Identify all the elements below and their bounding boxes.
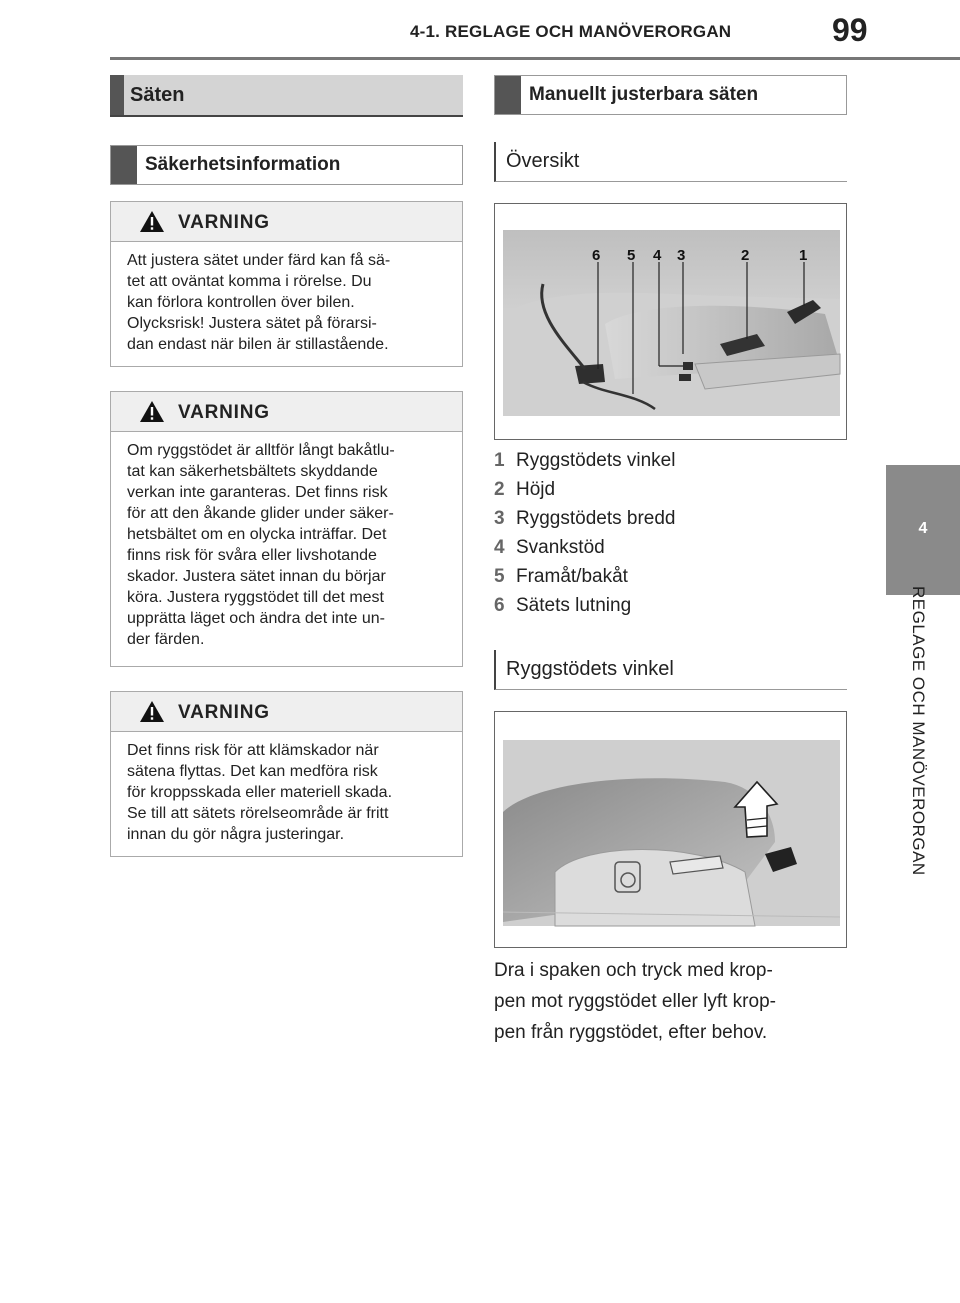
warning-text: Om ryggstödet är alltför långt bakåtlu- tat kan säkerhetsbältets skyddande verkan inte garanteras. Det finns risk för att den åkande glider under säker- hetsbältet om en olycka inträffar. Det finns risk för svåra eller livshotande skador. Justera sätet innan du börjar köra. Justera ryggstödet till det mest upprätta läget och ändra det inte un- der färden. (127, 442, 395, 648)
subheading-text: Översikt (506, 150, 580, 172)
legend-number: 5 (494, 565, 505, 587)
warning-box-1 (110, 201, 463, 367)
warning-triangle-icon (139, 400, 165, 423)
subheading-safety-info (110, 145, 463, 185)
chapter-tab-label: REGLAGE OCH MANÖVERORGAN (909, 586, 928, 876)
legend-item (494, 591, 844, 620)
legend-item (494, 504, 844, 533)
heading-marker (495, 76, 521, 114)
backrest-lever-figure (494, 711, 847, 948)
section-heading-manual-seats (494, 75, 847, 115)
subheading-backrest-angle (494, 650, 847, 690)
chapter-title: 4-1. REGLAGE OCH MANÖVERORGAN (410, 22, 732, 41)
legend-item (494, 562, 844, 591)
header-rule (110, 57, 960, 60)
heading-marker (110, 75, 124, 115)
legend-number: 6 (494, 594, 505, 616)
chapter-tab-number: 4 (918, 520, 928, 537)
page-number: 99 (832, 12, 868, 48)
warning-triangle-icon (139, 210, 165, 233)
legend-number: 3 (494, 507, 505, 529)
section-heading-text: Manuellt justerbara säten (529, 84, 759, 105)
legend-text: Sätets lutning (516, 594, 632, 616)
callout-label: 1 (799, 247, 808, 264)
legend-text: Framåt/bakåt (516, 565, 628, 587)
legend-text: Höjd (516, 478, 556, 500)
subheading-text: Ryggstödets vinkel (506, 658, 674, 680)
seat-controls-figure (494, 203, 847, 440)
backrest-instruction: Dra i spaken och tryck med krop- pen mot ryggstödet eller lyft krop- pen från ryggstödet, efter behov. (494, 960, 776, 1043)
legend-number: 4 (494, 536, 505, 558)
warning-header (111, 392, 462, 432)
warning-header (111, 692, 462, 732)
seat-controls-illustration (495, 204, 847, 440)
legend-number: 1 (494, 449, 505, 471)
legend-text: Ryggstödets bredd (516, 507, 676, 529)
warning-text: Det finns risk för att klämskador när sätena flyttas. Det kan medföra risk för kroppsskada eller materiell skada. Se till att sätets rörelseområde är fritt innan du gör några justeringar. (127, 742, 393, 843)
legend-text: Svankstöd (516, 536, 605, 558)
callout-label: 5 (627, 247, 636, 264)
legend-number: 2 (494, 478, 505, 500)
subheading-text: Säkerhetsinformation (145, 154, 341, 175)
callout-label: 6 (592, 247, 601, 264)
warning-box-2 (110, 391, 463, 667)
section-heading-seats (110, 75, 463, 117)
legend-item (494, 446, 844, 475)
callout-label: 3 (677, 247, 686, 264)
legend-text: Ryggstödets vinkel (516, 449, 676, 471)
warning-label: VARNING (178, 402, 270, 423)
callout-label: 4 (653, 247, 662, 264)
warning-header (111, 202, 462, 242)
warning-label: VARNING (178, 702, 270, 723)
warning-text: Att justera sätet under färd kan få sä- tet att oväntat komma i rörelse. Du kan förlora kontrollen över bilen. Olycksrisk! Justera sätet på förarsi- dan endast när bilen är stillastående. (127, 252, 391, 353)
subheading-overview (494, 142, 847, 182)
warning-label: VARNING (178, 212, 270, 233)
callout-label: 2 (741, 247, 750, 264)
section-heading-text: Säten (130, 83, 185, 106)
legend-item (494, 475, 844, 504)
backrest-lever-illustration (495, 712, 847, 948)
legend-item (494, 533, 844, 562)
warning-triangle-icon (139, 700, 165, 723)
heading-marker (111, 146, 137, 184)
controls-legend (494, 446, 844, 620)
warning-box-3 (110, 691, 463, 857)
